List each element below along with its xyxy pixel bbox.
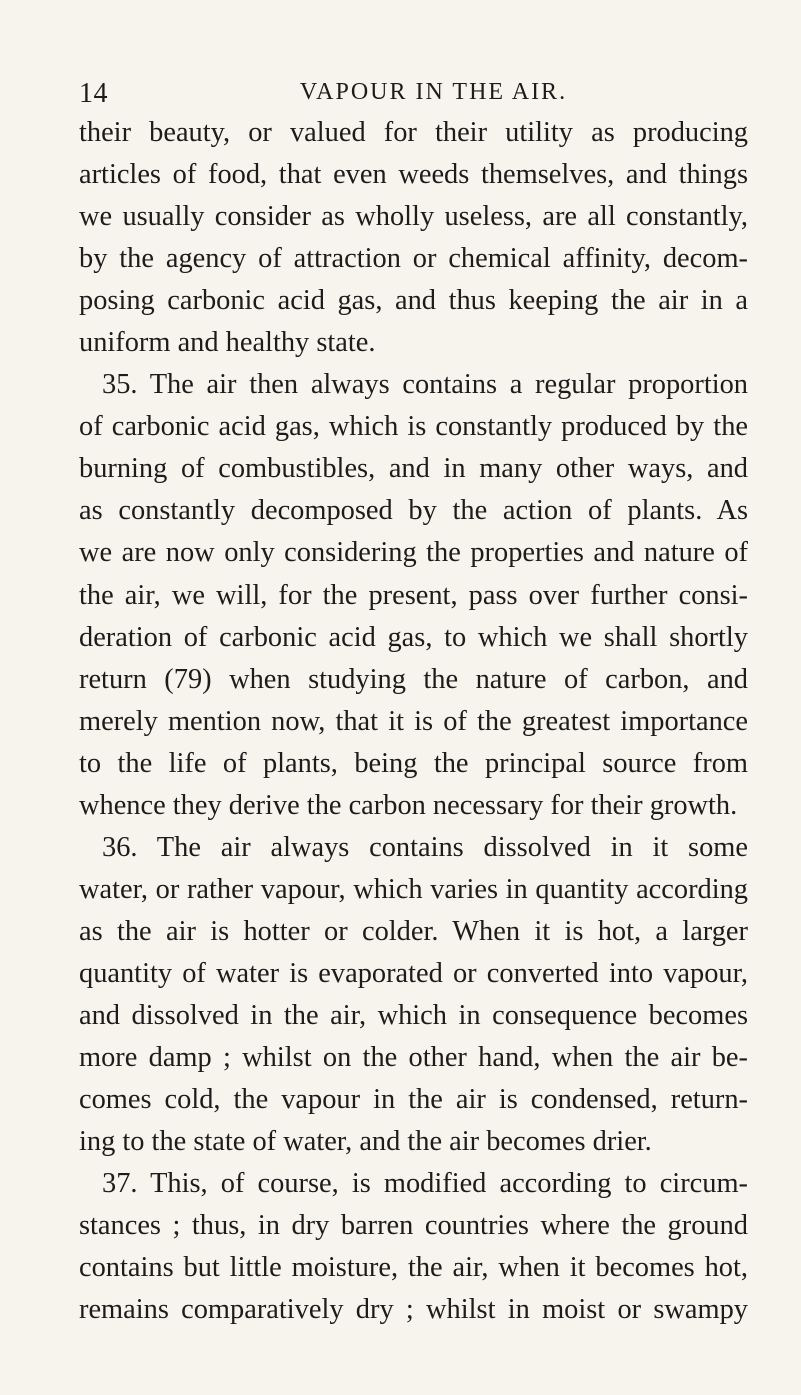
text-line: as the air is hotter or colder. When it is hot, a larger [79,915,748,947]
text-line: stances ; thus, in dry barren countries where the ground [79,1210,748,1242]
text-line: 36. The air always contains dissolved in it some [102,831,748,863]
running-title: VAPOUR IN THE AIR. [299,79,568,105]
text-line: and dissolved in the air, which in consequence becomes [79,999,748,1031]
text-line: articles of food, that even weeds themselves, and things [79,159,748,191]
text-line: by the agency of attraction or chemical affinity, decom- [79,243,748,275]
text-line: return (79) when studying the nature of carbon, and [79,663,748,695]
text-line: contains but little moisture, the air, when it becomes hot, [79,1252,748,1284]
text-line: we are now only considering the properties and nature of [79,537,748,569]
body-text [79,112,748,1331]
text-line: uniform and healthy state. [79,327,376,359]
text-line: to the life of plants, being the principal source from [79,747,748,779]
text-line: as constantly decomposed by the action of plants. As [79,495,748,527]
text-line: ing to the state of water, and the air becomes drier. [79,1126,652,1158]
text-line: posing carbonic acid gas, and thus keeping the air in a [79,285,748,317]
text-line: of carbonic acid gas, which is constantly produced by the [79,411,748,443]
page-number: 14 [79,78,108,109]
text-line: we usually consider as wholly useless, are all constantly, [79,201,748,233]
text-line: 35. The air then always contains a regular proportion [102,369,748,401]
text-line: more damp ; whilst on the other hand, when the air be- [79,1042,748,1074]
text-line: the air, we will, for the present, pass over further consi- [79,579,748,611]
text-line: merely mention now, that it is of the greatest importance [79,705,748,737]
text-line: their beauty, or valued for their utility as producing [79,117,748,148]
text-line: water, or rather vapour, which varies in quantity according [79,873,748,905]
running-head [79,0,748,112]
text-line: comes cold, the vapour in the air is condensed, return- [79,1084,748,1116]
text-line: deration of carbonic acid gas, to which we shall shortly [79,621,748,653]
text-line: 37. This, of course, is modified according to circum- [102,1168,748,1200]
text-line: burning of combustibles, and in many other ways, and [79,453,748,485]
text-line: quantity of water is evaporated or converted into vapour, [79,957,748,989]
text-line: remains comparatively dry ; whilst in moist or swampy [79,1294,748,1326]
text-line: whence they derive the carbon necessary for their growth. [79,789,738,821]
